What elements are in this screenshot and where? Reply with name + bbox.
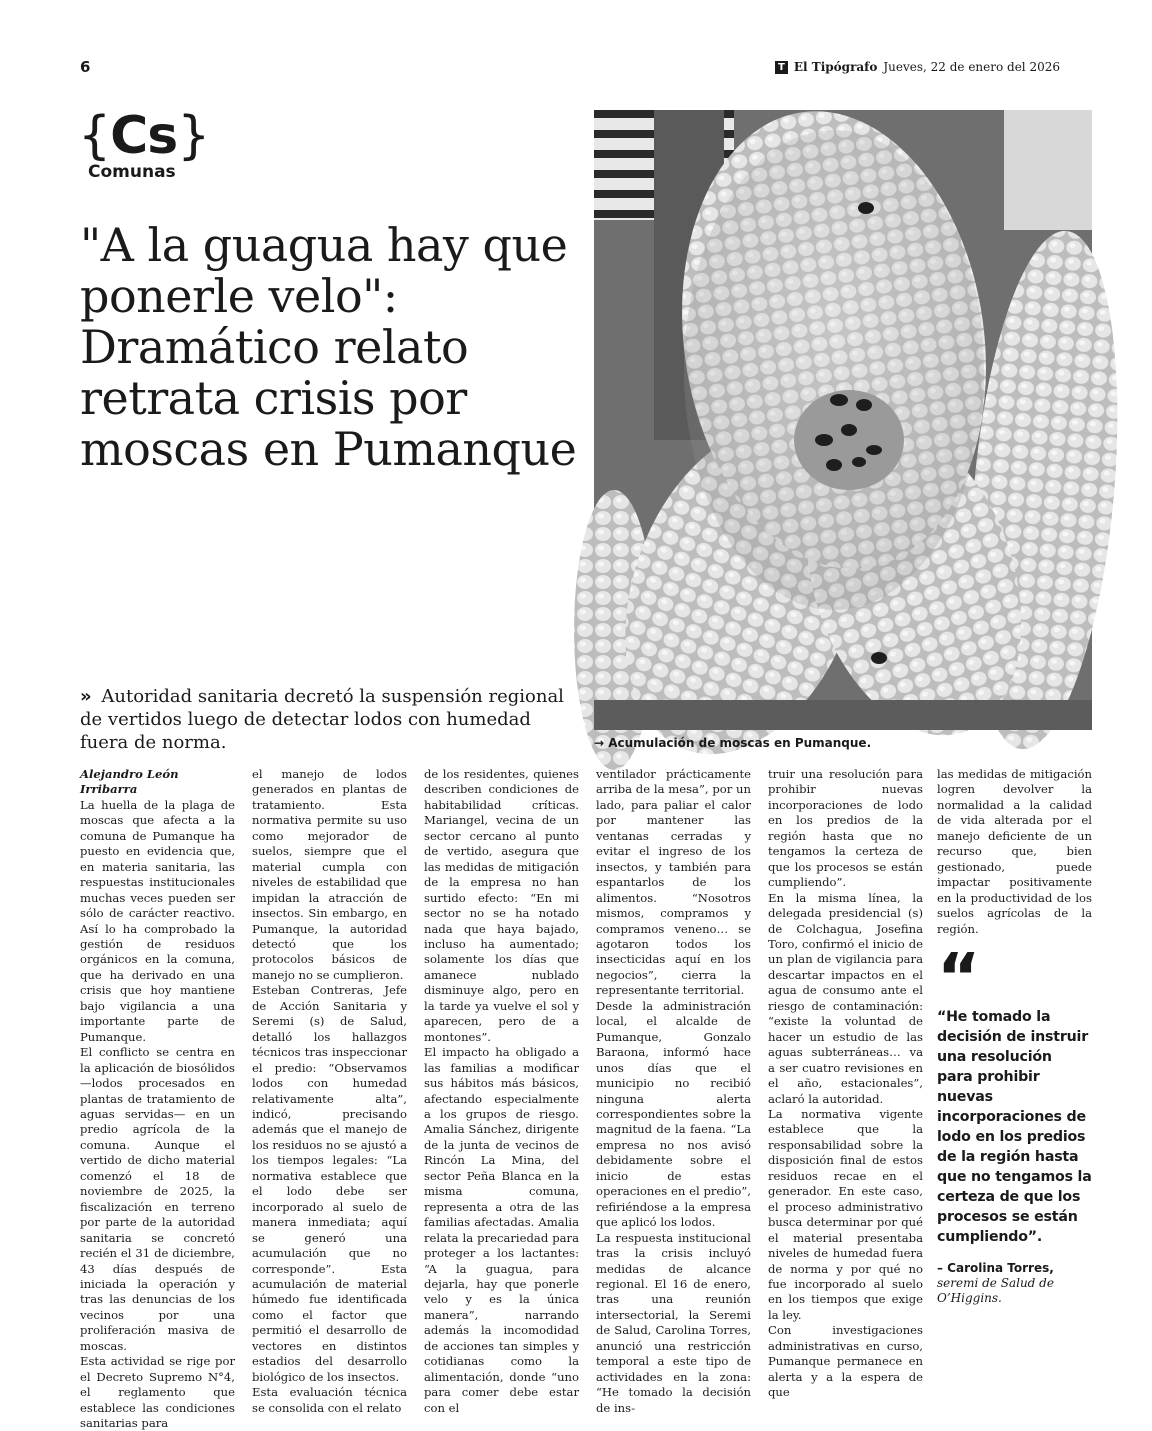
paragraph: las medidas de mitigación logren devolver la normalidad a la calidad de vida alterada por el manejo deficiente de un recurso que, bien gestionado, puede impactar positivamente en la productividad de los suelos agrícolas de la región. [937, 767, 1092, 936]
open-brace: { [78, 106, 111, 166]
section-abbr: Cs [110, 106, 178, 166]
quote-mark-icon: “ [937, 938, 981, 1016]
paragraph: Desde la administración local, el alcalde de Pumanque, Gonzalo Baraona, informó hace unos días que el municipio no recibió ninguna alerta correspondientes sobre la magnitud de la faena. “La empresa no nos avisó debidamente sobre el inicio de estas operaciones en el predio”, refiriéndose a la empresa que aplicó los lodos. [596, 998, 751, 1230]
pullquote-attribution [937, 1261, 1092, 1306]
paragraph: Esteban Contreras, Jefe de Acción Sanitaria y Seremi (s) de Salud, detalló los hallazgos técnicos tras inspeccionar el predio: “Observamos lodos con humedad relativamente alta”, indicó, precisando además que el manejo de los residuos no se ajustó a los tiempos legales: “La normativa establece que el lodo debe ser incorporado al suelo de manera inmediata; aquí se generó una acumulación que no corresponde”. Esta acumulación de material húmedo fue identificada como el factor que permitió el desarrollo de vectores en distintos estadios del desarrollo biológico de los insectos. [252, 983, 407, 1384]
article-photo [594, 110, 1092, 730]
paragraph: En la misma línea, la delegada presidencial (s) de Colchagua, Josefina Toro, confirmó el inicio de un plan de vigilancia para descartar impactos en el agua de consumo ante el riesgo de contaminación: “existe la voluntad de hacer un estudio de las aguas subterráneas… va a ser cuatro revisiones en el año, estacionales”, aclaró la autoridad. [768, 890, 923, 1106]
paragraph: El conflicto se centra en la aplicación de biosólidos —lodos procesados en plantas de tratamiento de aguas servidas— en un predio agrícola de la comuna. Aunque el vertido de dicho material comenzó el 18 de noviembre de 2025, la fiscalización en terreno por parte de la autoridad sanitaria se concretó recién el 31 de diciembre, 43 días después de iniciada la operación y tras las denuncias de los vecinos por una proliferación masiva de moscas. [80, 1045, 235, 1353]
pullquote-author: – Carolina Torres, [937, 1260, 1054, 1275]
deck [80, 685, 575, 754]
section-mark [78, 108, 209, 164]
issue-date: Jueves, 22 de enero del 2026 [883, 60, 1060, 74]
newspaper-logo-icon: T [775, 61, 788, 74]
body-columns [80, 767, 925, 1431]
paragraph: el manejo de lodos generados en plantas de tratamiento. Esta normativa permite su uso como mejorador de suelos, siempre que el material cumpla con niveles de estabilidad que impidan la atracción de insectos. Sin embargo, en Pumanque, la autoridad detectó que los protocolos básicos de manejo no se cumplieron. [252, 767, 407, 982]
paragraph: La huella de la plaga de moscas que afecta a la comuna de Pumanque ha puesto en evidencia que, en materia sanitaria, las respuestas institucionales muchas veces pueden ser sólo de carácter reactivo. Así lo ha comprobado la gestión de residuos orgánicos en la comuna, que ha derivado en una crisis que hoy mantiene bajo vigilancia a una importante parte de Pumanque. [80, 797, 235, 1044]
section-logo [78, 108, 209, 182]
paragraph: ventilador prácticamente arriba de la mesa”, por un lado, para paliar el calor por mantener las ventanas cerradas y evitar el ingreso de los insectos, y también para espantarlos de los alimentos. “Nosotros mismos, compramos y compramos veneno… se agotaron todos los insecticidas aquí en los negocios”, cierra la representante territorial. [596, 767, 751, 998]
body-column-4 [596, 767, 751, 1415]
corn-with-flies-image [594, 110, 1092, 730]
page-number: 6 [80, 58, 91, 76]
paragraph: de los residentes, quienes describen condiciones de habitabilidad críticas. Mariangel, vecina de un sector cercano al punto de vertido, asegura que las medidas de mitigación de la empresa no han surtido efecto: “En mi sector no se ha notado nada que haya bajado, incluso ha aumentado; solamente los días que amanece nublado disminuye algo, pero en la tarde ya vuelve el sol y aparecen, pero de a montones”. [424, 767, 579, 1044]
paragraph: Esta actividad se rige por el Decreto Supremo N°4, el reglamento que establece las condiciones sanitarias para [80, 1354, 235, 1431]
pullquote-text: “He tomado la decisión de instruir una resolución para prohibir nuevas incorporaciones de lodo en los predios de la región hasta que no tengamos la certeza de que los procesos se están cumpliendo”. [937, 1008, 1092, 1245]
deck-chevron-icon: » [80, 686, 92, 707]
pullquote-role: seremi de Salud de O’Higgins. [937, 1275, 1054, 1305]
byline: Alejandro León Irribarra [80, 767, 179, 797]
close-brace: } [177, 106, 210, 166]
photo-caption: → Acumulación de moscas en Pumanque. [594, 736, 872, 750]
headline: "A la guagua hay que ponerle velo": Dramático relato retrata crisis por moscas en Pumanque [80, 218, 577, 476]
paragraph: La normativa vigente establece que la responsabilidad sobre la disposición final de estos residuos recae en el generador. En este caso, el proceso administrativo busca determinar por qué el material presentaba niveles de humedad fuera de norma y por qué no fue incorporado al suelo en los tiempos que exige la ley. [768, 1106, 923, 1322]
body-column-5 [768, 767, 923, 1400]
newspaper-name: El Tipógrafo [793, 60, 878, 74]
paragraph: La respuesta institucional tras la crisis incluyó medidas de alcance regional. El 16 de enero, tras una reunión intersectorial, la Seremi de Salud, Carolina Torres, anunció una restricción temporal a este tipo de actividades en la zona: “He tomado la decisión de ins- [596, 1230, 751, 1415]
paragraph: El impacto ha obligado a las familias a modificar sus hábitos más básicos, afectando especialmente a los grupos de riesgo. Amalia Sánchez, dirigente de la junta de vecinos de Rincón La Mina, del sector Peña Blanca en la misma comuna, representa a otra de las familias afectadas. Amalia relata la precariedad para proteger a los lactantes: “A la guagua, para dejarla, hay que ponerle velo y es la única manera”, narrando además la incomodidad de acciones tan simples y cotidianas como la alimentación, donde “uno para comer debe estar con el [424, 1045, 579, 1415]
paragraph: truir una resolución para prohibir nuevas incorporaciones de lodo en los predios de la región hasta que no tengamos la certeza de que los procesos se están cumpliendo”. [768, 767, 923, 890]
body-column-1 [80, 767, 235, 1431]
body-column-6 [937, 767, 1092, 1306]
paragraph: Con investigaciones administrativas en curso, Pumanque permanece en alerta y a la espera de que [768, 1323, 923, 1400]
section-name: Comunas [88, 162, 176, 182]
masthead [775, 60, 1060, 74]
body-column-2 [252, 767, 407, 1415]
body-column-3 [424, 767, 579, 1415]
paragraph: Esta evaluación técnica se consolida con el relato [252, 1385, 407, 1415]
deck-text: Autoridad sanitaria decretó la suspensión regional de vertidos luego de detectar lodos con humedad fuera de norma. [80, 686, 564, 753]
